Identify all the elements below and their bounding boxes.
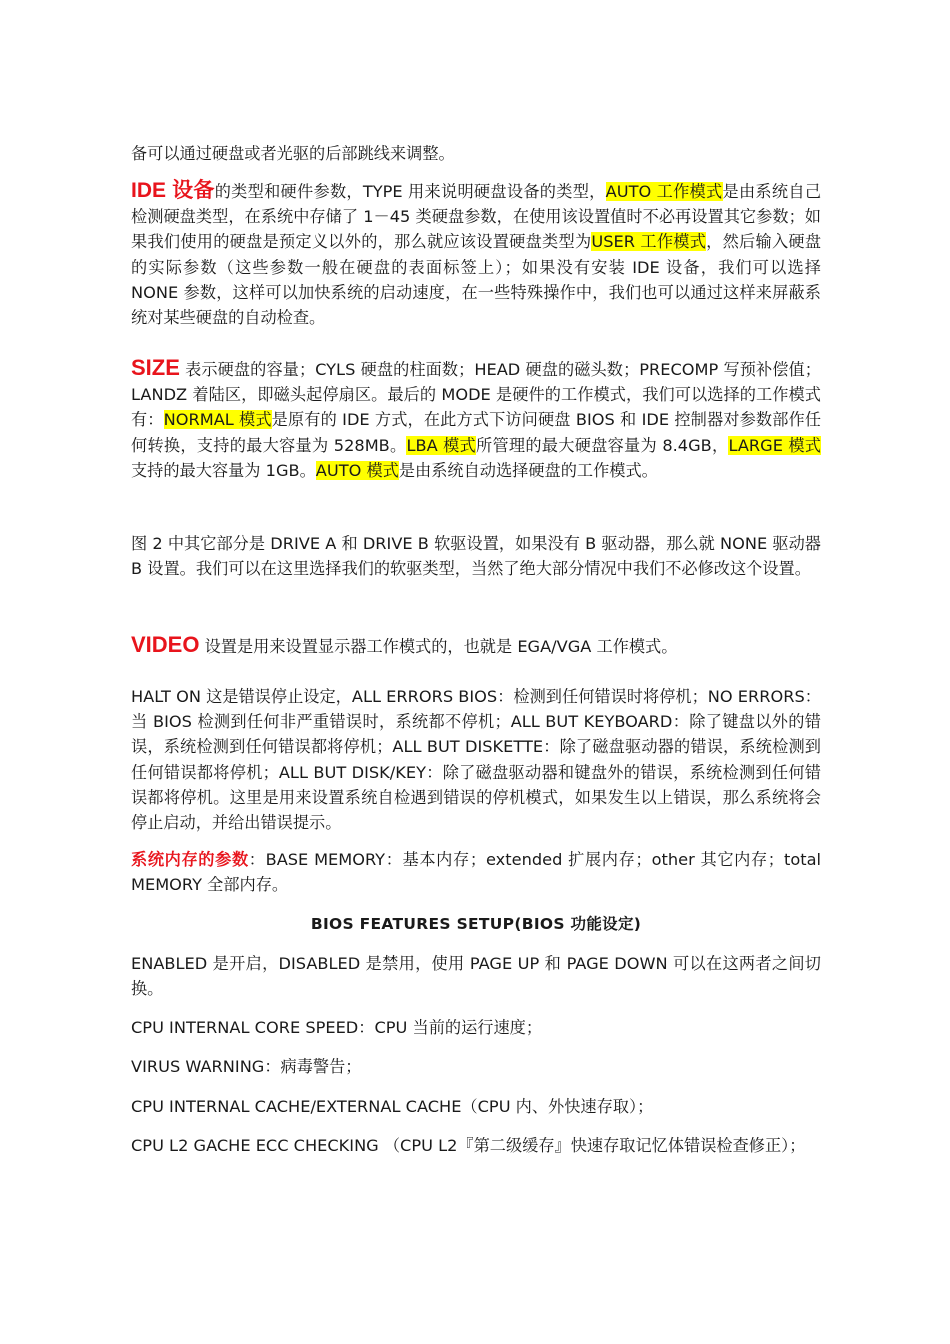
term-video: VIDEO: [131, 632, 200, 657]
paragraph-memory: [131, 847, 821, 897]
paragraph-cpu-cache: CPU INTERNAL CACHE/EXTERNAL CACHE（CPU 内、外快速存取）；: [131, 1097, 654, 1116]
highlight-large-mode: LARGE 模式: [728, 435, 821, 455]
text-segment: ，然后输入硬盘的实际参数（这些参数一般在硬盘的表面标签上）；如果没有安装 IDE 设备，我们可以选择 NONE 参数，这样可以加快系统的启动速度，在一些特殊操作中，我们也可以通过这样来屏蔽系统对某些硬盘的自动检查。: [131, 232, 822, 328]
paragraph-jumper-note: 备可以通过硬盘或者光驱的后部跳线来调整。: [131, 144, 455, 163]
paragraph-drives: 图 2 中其它部分是 DRIVE A 和 DRIVE B 软驱设置，如果没有 B 驱动器，那么就 NONE 驱动器 B 设置。我们可以在这里选择我们的软驱类型，当然了绝大部分情况中我们不必修改这个设置。: [131, 534, 821, 579]
paragraph-size: [131, 355, 821, 483]
highlight-auto-mode: AUTO 工作模式: [605, 182, 723, 201]
text-segment: 表示硬盘的容量；CYLS 硬盘的柱面数；HEAD 硬盘的磁头数；PRECOMP 写预补偿值；LANDZ 着陆区，即磁头起停扇区。最后的 MODE 是硬件的工作模式，我们可以选择的工作模式有：: [131, 360, 821, 430]
text-segment: 是由系统自动选择硬盘的工作模式。: [398, 460, 658, 480]
paragraph-virus-warning: VIRUS WARNING：病毒警告；: [131, 1057, 362, 1076]
paragraph-video: [131, 632, 821, 659]
paragraph-l2-cache-ecc: CPU L2 GACHE ECC CHECKING （CPU L2『第二级缓存』快速存取记忆体错误检查修正）；: [131, 1136, 806, 1155]
highlight-normal-mode: NORMAL 模式: [163, 410, 272, 430]
text-segment: 所管理的最大硬盘容量为 8.4GB，: [476, 435, 729, 455]
text-segment: 设置是用来设置显示器工作模式的，也就是 EGA/VGA 工作模式。: [199, 637, 678, 656]
paragraph-ide-device: [131, 178, 821, 330]
paragraph-enabled-disabled: ENABLED 是开启，DISABLED 是禁用，使用 PAGE UP 和 PAGE DOWN 可以在这两者之间切换。: [131, 954, 821, 999]
text-segment: ：BASE MEMORY：基本内存；extended 扩展内存；other 其它内存；total MEMORY 全部内存。: [131, 850, 822, 895]
paragraph-halt-on: HALT ON 这是错误停止设定，ALL ERRORS BIOS：检测到任何错误时将停机；NO ERRORS：当 BIOS 检测到任何非严重错误时，系统都不停机；ALL BUT KEYBOARD：除了键盘以外的错误，系统检测到任何错误都将停机；ALL BUT DISKETTE：除了磁盘驱动器的错误，系统检测到任何错误都将停机；ALL BUT DISK/KEY：除了磁盘驱动器和键盘外的错误，系统检测到任何错误都将停机。这里是用来设置系统自检遇到错误的停机模式，如果发生以上错误，那么系统将会停止启动，并给出错误提示。: [131, 687, 821, 833]
term-ide-device: IDE 设备: [131, 179, 215, 202]
term-size: SIZE: [131, 355, 180, 380]
term-system-memory: 系统内存的参数: [131, 850, 249, 869]
text-segment: 是原有的 IDE 方式，在此方式下访问硬盘 BIOS 和 IDE 控制器对参数部作任何转换，支持的最大容量为 528MB。: [131, 410, 822, 455]
text-segment: 的类型和硬件参数，TYPE 用来说明硬盘设备的类型，: [214, 182, 606, 201]
paragraph-cpu-core-speed: CPU INTERNAL CORE SPEED：CPU 当前的运行速度；: [131, 1018, 543, 1037]
text-segment: 支持的最大容量为 1GB。: [131, 460, 316, 480]
section-title: BIOS FEATURES SETUP(BIOS 功能设定): [310, 915, 642, 933]
highlight-user-mode: USER 工作模式: [591, 232, 707, 252]
highlight-lba-mode: LBA 模式: [406, 435, 476, 455]
highlight-auto-mode-2: AUTO 模式: [315, 460, 399, 480]
text-segment: 是由系统自己检测硬盘类型，在系统中存储了 1－45 类硬盘参数，在使用该设置值时不必再设置其它参数；如果我们使用的硬盘是预定义以外的，那么就应该设置硬盘类型为: [131, 182, 822, 252]
